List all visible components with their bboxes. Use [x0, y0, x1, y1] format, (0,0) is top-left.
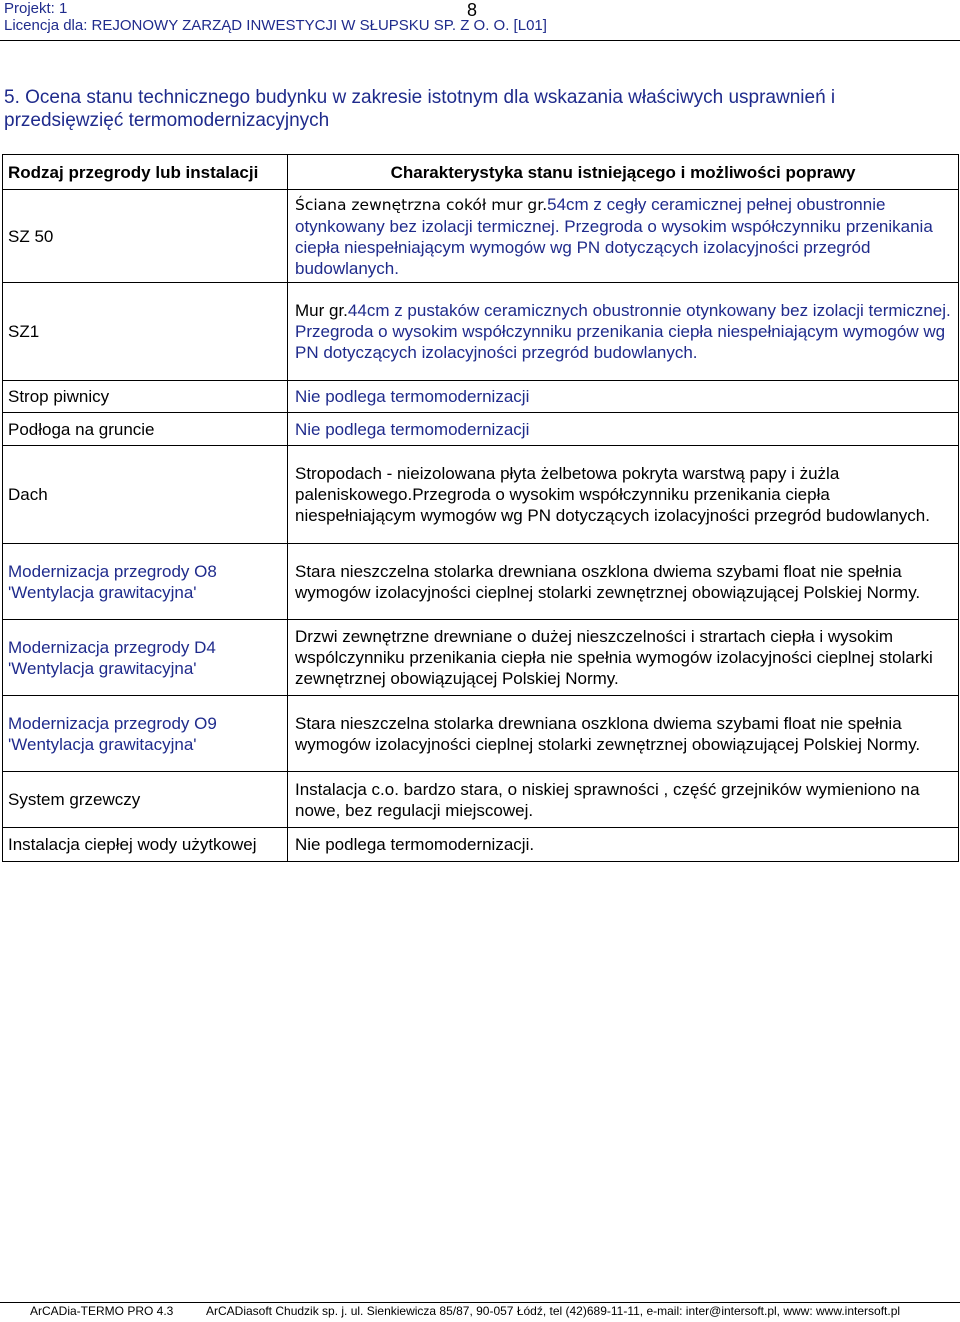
- row-description: Nie podlega termomodernizacji.: [288, 828, 959, 862]
- row-name-line: 'Wentylacja grawitacyjna': [8, 582, 197, 602]
- footer-company-info: ArCADiasoft Chudzik sp. j. ul. Sienkiewicza 85/87, 90-057 Łódź, tel (42)689-11-11, e-mail: inter@intersoft.pl, www: www.intersoft.pl: [206, 1304, 901, 1318]
- section-title: 5. Ocena stanu technicznego budynku w zakresie istotnym dla wskazania właściwych usprawnień i przedsięwzięć termomodernizacyjnych: [4, 87, 836, 131]
- footer-divider: [0, 1302, 960, 1303]
- row-description-part: Mur gr.: [295, 301, 348, 320]
- row-description: [288, 283, 959, 381]
- table-row: [3, 772, 959, 828]
- table-row: [3, 381, 959, 413]
- row-name: Instalacja ciepłej wody użytkowej: [3, 828, 288, 862]
- project-label: Projekt: 1: [4, 0, 68, 17]
- row-description-part: 54cm z cegły ceramicznej pełnej obustronnie otynkowany bez izolacji termicznej. Przegroda o wysokim współczynniku przenikania ciepła niespełniającym wymogów wg PN dotyczących izolacyjności przegród budowlanych.: [295, 194, 933, 278]
- row-description: Drzwi zewnętrzne drewniane o dużej nieszczelności i strartach ciepła i wysokim wspólczynniku przenikania ciepła nie spełnia wymogów izolacyjności cieplnej stolarki zewnętrznej obowiązującej Polskiej Normy.: [288, 620, 959, 696]
- table-row: [3, 620, 959, 696]
- footer-program-name: ArCADia-TERMO PRO 4.3: [30, 1304, 174, 1318]
- table-row: [3, 828, 959, 862]
- row-description: Stropodach - nieizolowana płyta żelbetowa pokryta warstwą papy i żużla paleniskowego.Przegroda o wysokim współczynniku przenikania ciepła niespełniającym wymogów wg PN dotyczących izolacyjności przegród budowlanych.: [288, 446, 959, 544]
- row-name: Strop piwnicy: [3, 381, 288, 413]
- column-header-type: Rodzaj przegrody lub instalacji: [3, 155, 288, 190]
- table-row: [3, 544, 959, 620]
- row-description: Stara nieszczelna stolarka drewniana oszklona dwiema szybami float nie spełnia wymogów izolacyjności cieplnej stolarki zewnętrznej obowiązującej Polskiej Normy.: [288, 696, 959, 772]
- row-name: [3, 620, 288, 696]
- row-name: SZ1: [3, 283, 288, 381]
- row-name: Podłoga na gruncie: [3, 413, 288, 446]
- row-name: System grzewczy: [3, 772, 288, 828]
- assessment-table: [2, 154, 959, 862]
- row-description: Nie podlega termomodernizacji: [288, 381, 959, 413]
- row-description: [288, 190, 959, 283]
- row-name: [3, 544, 288, 620]
- table-row: [3, 190, 959, 283]
- row-name: Dach: [3, 446, 288, 544]
- license-label: Licencja dla: REJONOWY ZARZĄD INWESTYCJI W SŁUPSKU SP. Z O. O. [L01]: [4, 17, 547, 34]
- column-header-characteristic: Charakterystyka stanu istniejącego i możliwości poprawy: [288, 155, 959, 190]
- table-row: [3, 446, 959, 544]
- table-row: [3, 696, 959, 772]
- row-name-line: Modernizacja przegrody O9: [8, 713, 217, 733]
- row-name-line: Modernizacja przegrody O8: [8, 561, 217, 581]
- row-name-line: 'Wentylacja grawitacyjna': [8, 734, 197, 754]
- table-row: [3, 413, 959, 446]
- row-name-line: Modernizacja przegrody D4: [8, 637, 216, 657]
- row-description-part: Ściana zewnętrzna cokół mur gr.: [295, 195, 548, 214]
- table-row: [3, 283, 959, 381]
- page-number: 8: [467, 0, 478, 20]
- row-name: SZ 50: [3, 190, 288, 283]
- header-divider: [0, 40, 960, 41]
- row-description: Instalacja c.o. bardzo stara, o niskiej sprawności , część grzejników wymieniono na nowe, bez regulacji miejscowej.: [288, 772, 959, 828]
- row-description: Stara nieszczelna stolarka drewniana oszklona dwiema szybami float nie spełnia wymogów izolacyjności cieplnej stolarki zewnętrznej obowiązującej Polskiej Normy.: [288, 544, 959, 620]
- row-name-line: 'Wentylacja grawitacyjna': [8, 658, 197, 678]
- row-description: Nie podlega termomodernizacji: [288, 413, 959, 446]
- row-name: [3, 696, 288, 772]
- row-description-part: 44cm z pustaków ceramicznych obustronnie otynkowany bez izolacji termicznej. Przegroda o wysokim współczynniku przenikania ciepła niespełniającym wymogów wg PN dotyczących izolacyjności przegród budowlanych.: [295, 301, 951, 362]
- table-header-row: [3, 155, 959, 190]
